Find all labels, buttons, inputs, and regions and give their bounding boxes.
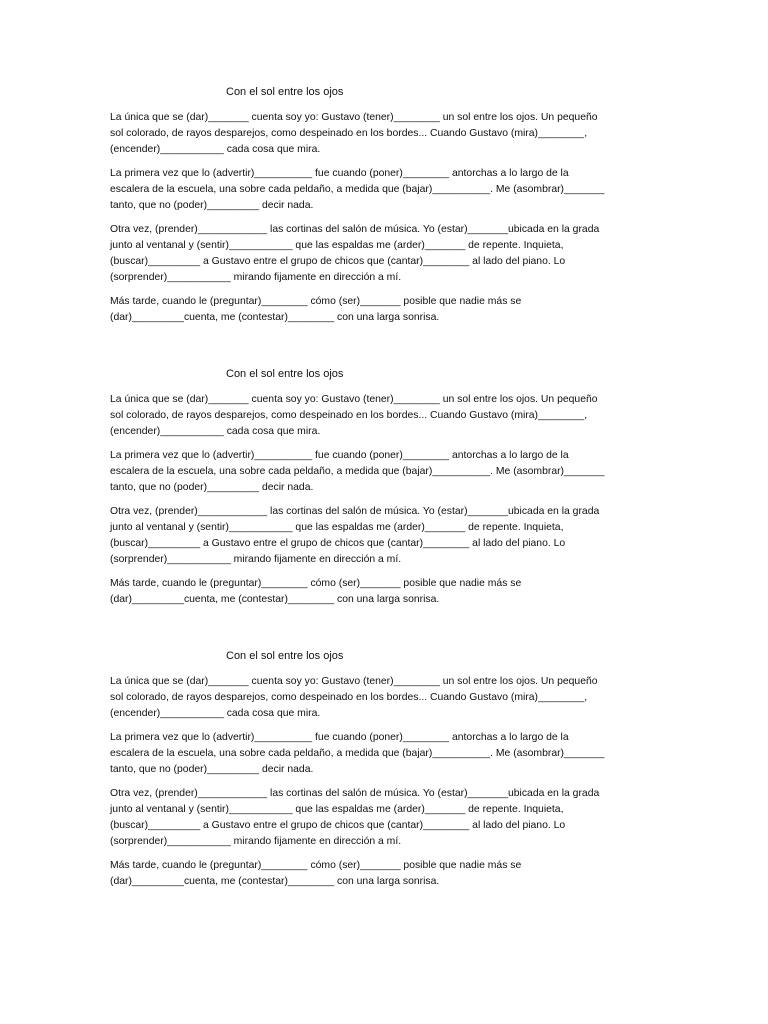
text-line: Otra vez, (prender)____________ las cortinas del salón de música. Yo (estar)_______ubicada en la grada bbox=[110, 506, 600, 517]
text-line: (sorprender)___________ mirando fijamente en dirección a mí. bbox=[110, 272, 402, 283]
text-line: sol colorado, de rayos desparejos, como despeinado en los bordes... Cuando Gustavo (mira)________, bbox=[110, 410, 588, 421]
text-line: La primera vez que lo (advertir)__________ fue cuando (poner)________ antorchas a lo largo de la bbox=[110, 732, 569, 743]
paragraph-2 bbox=[110, 730, 658, 778]
paragraph-1 bbox=[110, 392, 658, 440]
text-line: (dar)_________cuenta, me (contestar)________ con una larga sonrisa. bbox=[110, 594, 440, 605]
paragraph-4 bbox=[110, 294, 658, 326]
text-line: tanto, que no (poder)_________ decir nada. bbox=[110, 764, 314, 775]
paragraph-4 bbox=[110, 858, 658, 890]
text-line: tanto, que no (poder)_________ decir nada. bbox=[110, 200, 314, 211]
text-line: Más tarde, cuando le (preguntar)________ cómo (ser)_______ posible que nadie más se bbox=[110, 296, 522, 307]
text-line: (encender)___________ cada cosa que mira. bbox=[110, 708, 321, 719]
text-line: (buscar)_________ a Gustavo entre el grupo de chicos que (cantar)________ al lado del piano. Lo bbox=[110, 820, 566, 831]
text-line: (encender)___________ cada cosa que mira. bbox=[110, 426, 321, 437]
text-line: junto al ventanal y (sentir)___________ que las espaldas me (arder)_______ de repente. Inquieta, bbox=[110, 522, 564, 533]
text-line: (dar)_________cuenta, me (contestar)________ con una larga sonrisa. bbox=[110, 312, 440, 323]
paragraph-2 bbox=[110, 448, 658, 496]
text-line: escalera de la escuela, una sobre cada peldaño, a medida que (bajar)__________. Me (asombrar)_______ bbox=[110, 466, 605, 477]
paragraph-2 bbox=[110, 166, 658, 214]
worksheet-title: Con el sol entre los ojos bbox=[226, 86, 344, 98]
text-line: Otra vez, (prender)____________ las cortinas del salón de música. Yo (estar)_______ubicada en la grada bbox=[110, 224, 600, 235]
text-line: junto al ventanal y (sentir)___________ que las espaldas me (arder)_______ de repente. Inquieta, bbox=[110, 240, 564, 251]
text-line: La única que se (dar)_______ cuenta soy yo: Gustavo (tener)________ un sol entre los ojos. Un pequeño bbox=[110, 676, 598, 687]
text-line: (encender)___________ cada cosa que mira. bbox=[110, 144, 321, 155]
text-line: La primera vez que lo (advertir)__________ fue cuando (poner)________ antorchas a lo largo de la bbox=[110, 450, 569, 461]
paragraph-3 bbox=[110, 222, 658, 286]
text-line: junto al ventanal y (sentir)___________ que las espaldas me (arder)_______ de repente. Inquieta, bbox=[110, 804, 564, 815]
paragraph-4 bbox=[110, 576, 658, 608]
text-line: escalera de la escuela, una sobre cada peldaño, a medida que (bajar)__________. Me (asombrar)_______ bbox=[110, 748, 605, 759]
text-line: tanto, que no (poder)_________ decir nada. bbox=[110, 482, 314, 493]
worksheet-title: Con el sol entre los ojos bbox=[226, 368, 344, 380]
text-line: Otra vez, (prender)____________ las cortinas del salón de música. Yo (estar)_______ubicada en la grada bbox=[110, 788, 600, 799]
text-line: La única que se (dar)_______ cuenta soy yo: Gustavo (tener)________ un sol entre los ojos. Un pequeño bbox=[110, 112, 598, 123]
text-line: sol colorado, de rayos desparejos, como despeinado en los bordes... Cuando Gustavo (mira)________, bbox=[110, 128, 588, 139]
text-line: (buscar)_________ a Gustavo entre el grupo de chicos que (cantar)________ al lado del piano. Lo bbox=[110, 538, 566, 549]
text-line: Más tarde, cuando le (preguntar)________ cómo (ser)_______ posible que nadie más se bbox=[110, 860, 522, 871]
worksheet-copy-1 bbox=[110, 84, 658, 334]
worksheet-copy-3 bbox=[110, 648, 658, 898]
text-line: sol colorado, de rayos desparejos, como despeinado en los bordes... Cuando Gustavo (mira)________, bbox=[110, 692, 588, 703]
paragraph-3 bbox=[110, 504, 658, 568]
text-line: (dar)_________cuenta, me (contestar)________ con una larga sonrisa. bbox=[110, 876, 440, 887]
text-line: Más tarde, cuando le (preguntar)________ cómo (ser)_______ posible que nadie más se bbox=[110, 578, 522, 589]
text-line: (sorprender)___________ mirando fijamente en dirección a mí. bbox=[110, 836, 402, 847]
text-line: La primera vez que lo (advertir)__________ fue cuando (poner)________ antorchas a lo largo de la bbox=[110, 168, 569, 179]
paragraph-1 bbox=[110, 110, 658, 158]
worksheet-copy-2 bbox=[110, 366, 658, 616]
text-line: (sorprender)___________ mirando fijamente en dirección a mí. bbox=[110, 554, 402, 565]
paragraph-1 bbox=[110, 674, 658, 722]
text-line: La única que se (dar)_______ cuenta soy yo: Gustavo (tener)________ un sol entre los ojos. Un pequeño bbox=[110, 394, 598, 405]
text-line: (buscar)_________ a Gustavo entre el grupo de chicos que (cantar)________ al lado del piano. Lo bbox=[110, 256, 566, 267]
paragraph-3 bbox=[110, 786, 658, 850]
text-line: escalera de la escuela, una sobre cada peldaño, a medida que (bajar)__________. Me (asombrar)_______ bbox=[110, 184, 605, 195]
worksheet-title: Con el sol entre los ojos bbox=[226, 650, 344, 662]
